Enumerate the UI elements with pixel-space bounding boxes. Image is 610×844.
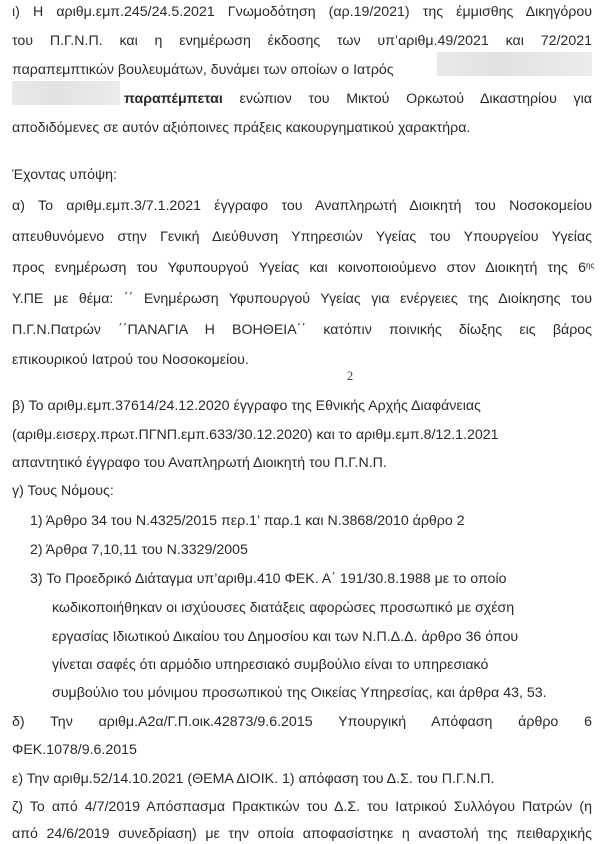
alpha-line-2: απευθυνόμενο στην Γενική Διεύθυνση Υπηρεσιών Υγείας του Υπουργείου Υγείας (12, 229, 592, 245)
law-item-1: 1) Άρθρο 34 του Ν.4325/2015 περ.1’ παρ.1 και Ν.3868/2010 άρθρο 2 (30, 513, 465, 529)
beta-line-3: απαντητικό έγγραφο του Αναπληρωτή Διοικητή του Π.Γ.Ν.Π. (12, 455, 387, 471)
beta-line-1: β) Το αριθμ.εμπ.37614/24.12.2020 έγγραφο της Εθνικής Αρχής Διαφάνειας (12, 398, 481, 414)
alpha-superscript: ης (586, 261, 595, 270)
alpha-line-3 (12, 258, 595, 278)
law-item-3-cont-4: συμβούλιο του μόνιμου προσωπικού της Οικείας Υπηρεσίας, και άρθρα 43, 53. (52, 685, 547, 701)
paragraph-i-line-4-text: ενώπιον του Μικτού Ορκωτού Δικαστηρίου για (239, 91, 592, 107)
paragraph-i-line-1: ι) Η αριθμ.εμπ.245/24.5.2021 Γνωμοδότηση (αρ.19/2021) της έμμισθης Δικηγόρου (12, 4, 592, 20)
delta-line-2: ΦΕΚ.1078/9.6.2015 (12, 742, 137, 758)
alpha-line-5: Π.Γ.Ν.Πατρών ΄΄ΠΑΝΑΓΙΑ Η ΒΟΗΘΕΙΑ΄΄ κατόπιν ποινικής δίωξης εις βάρος (12, 322, 592, 338)
alpha-line-4: Υ.ΠΕ με θέμα: ΄΄ Ενημέρωση Υφυπουργού Υγείας για ενέργειες της Διοίκησης του (12, 291, 592, 307)
zeta-line-2: από 24/6/2019 συνεδρίαση) με την οποία αποφασίστηκε η αναστολή της πειθαρχικής (12, 826, 592, 842)
redacted-name-block (12, 81, 120, 105)
paragraph-i-line-2: του Π.Γ.Ν.Π. και η ενημέρωση έκδοσης των υπ’αριθμ.49/2021 και 72/2021 (12, 33, 592, 49)
referred-bold-text: παραπέμπεται (124, 91, 223, 107)
alpha-line-6: επικουρικού Ιατρού του Νοσοκομείου. (12, 352, 249, 368)
law-item-3: 3) Το Προεδρικό Διάταγμα υπ’αριθμ.410 ΦΕΚ. Α΄ 191/30.8.1988 με το οποίο (30, 571, 507, 587)
zeta-line-1: ζ) Το από 4/7/2019 Απόσπασμα Πρακτικών του Δ.Σ. του Ιατρικού Συλλόγου Πατρών (η (12, 799, 592, 815)
gamma-heading: γ) Τους Νόμους: (12, 483, 114, 499)
paragraph-i-line-3-text: παραπεμπτικών βουλευμάτων, δυνάμει των οποίων ο Ιατρός (12, 62, 394, 78)
considering-heading: Έχοντας υπόψη: (12, 167, 117, 183)
paragraph-i-line-5: αποδιδόμενες σε αυτόν αξιόποινες πράξεις κακουργηματικού χαρακτήρα. (12, 120, 471, 136)
beta-line-2: (αριθμ.εισερχ.πρωτ.ΠΓΝΠ.εμπ.633/30.12.2020) και το αριθμ.εμπ.8/12.1.2021 (12, 427, 499, 443)
law-item-3-cont-1: κωδικοποιήθηκαν οι ισχύουσες διατάξεις αφορώσες προσωπικό με σχέση (52, 600, 515, 616)
alpha-line-1: α) Το αριθμ.εμπ.3/7.1.2021 έγγραφο του Αναπληρωτή Διοικητή του Νοσοκομείου (12, 198, 592, 214)
redacted-name-block (437, 52, 592, 76)
delta-line-1: δ) Την αριθμ.Α2α/Γ.Π.οικ.42873/9.6.2015 Υπουργική Απόφαση άρθρο 6 (12, 714, 592, 730)
alpha-line-3-text: προς ενημέρωση του Υφυπουργού Υγείας και κοινοποιούμενο στον Διοικητή της 6 (12, 260, 586, 276)
paragraph-i-line-3 (12, 60, 592, 80)
epsilon-line: ε) Την αριθμ.52/14.10.2021 (ΘΕΜΑ ΔΙΟΙΚ. 1) απόφαση του Δ.Σ. του Π.Γ.Ν.Π. (12, 771, 495, 787)
law-item-3-cont-3: γίνεται σαφές ότι αρμόδιο υπηρεσιακό συμβούλιο είναι το υπηρεσιακό (52, 657, 489, 673)
law-item-2: 2) Άρθρα 7,10,11 του Ν.3329/2005 (30, 542, 248, 558)
law-item-3-cont-2: εργασίας Ιδιωτικού Δικαίου του Δημοσίου και των Ν.Π.Δ.Δ. άρθρο 36 όπου (52, 629, 519, 645)
page-number: 2 (346, 368, 354, 383)
